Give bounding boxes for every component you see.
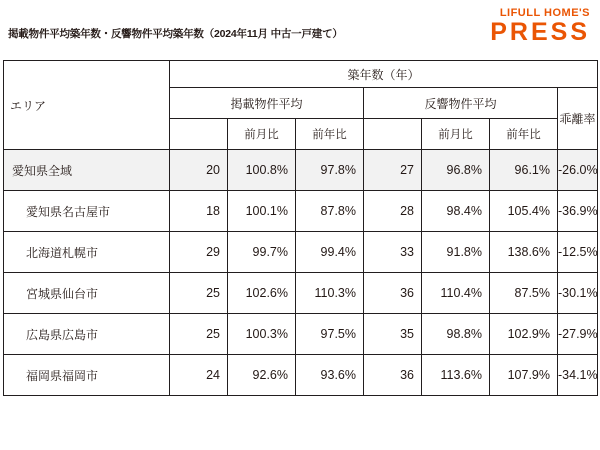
column-header-listed-yoy: 前年比 xyxy=(296,119,364,150)
table-head xyxy=(4,61,598,150)
cell-listed-yoy: 87.8% xyxy=(296,191,364,232)
cell-response-mom: 91.8% xyxy=(422,232,490,273)
column-header-response-yoy: 前年比 xyxy=(490,119,558,150)
cell-response-years: 35 xyxy=(364,314,422,355)
cell-listed-yoy: 99.4% xyxy=(296,232,364,273)
cell-response-years: 36 xyxy=(364,273,422,314)
cell-response-mom: 96.8% xyxy=(422,150,490,191)
cell-listed-years: 20 xyxy=(170,150,228,191)
column-header-divergence: 乖離率 xyxy=(558,88,598,150)
brand-logo-bottom: PRESS xyxy=(490,18,590,46)
cell-divergence: -27.9% xyxy=(558,314,598,355)
page-title: 掲載物件平均築年数・反響物件平均築年数（2024年11月 中古一戸建て） xyxy=(8,28,343,40)
cell-listed-years: 29 xyxy=(170,232,228,273)
cell-area: 福岡県福岡市 xyxy=(4,355,170,396)
cell-divergence: -26.0% xyxy=(558,150,598,191)
cell-response-years: 33 xyxy=(364,232,422,273)
cell-listed-mom: 92.6% xyxy=(228,355,296,396)
cell-listed-mom: 99.7% xyxy=(228,232,296,273)
cell-response-yoy: 138.6% xyxy=(490,232,558,273)
cell-response-yoy: 102.9% xyxy=(490,314,558,355)
cell-response-years: 36 xyxy=(364,355,422,396)
cell-area: 愛知県全域 xyxy=(4,150,170,191)
cell-listed-yoy: 93.6% xyxy=(296,355,364,396)
cell-response-years: 28 xyxy=(364,191,422,232)
cell-divergence: -12.5% xyxy=(558,232,598,273)
cell-response-mom: 110.4% xyxy=(422,273,490,314)
column-header-response-avg: 反響物件平均 xyxy=(364,88,558,119)
column-header-response-mom: 前月比 xyxy=(422,119,490,150)
cell-response-mom: 98.4% xyxy=(422,191,490,232)
column-header-area: エリア xyxy=(4,61,170,150)
column-header-years-group: 築年数（年） xyxy=(170,61,598,88)
cell-listed-years: 25 xyxy=(170,314,228,355)
cell-listed-yoy: 97.5% xyxy=(296,314,364,355)
cell-listed-mom: 100.1% xyxy=(228,191,296,232)
cell-listed-mom: 100.8% xyxy=(228,150,296,191)
table-row xyxy=(4,273,598,314)
cell-response-yoy: 87.5% xyxy=(490,273,558,314)
cell-listed-years: 24 xyxy=(170,355,228,396)
column-header-listed-avg: 掲載物件平均 xyxy=(170,88,364,119)
document-header xyxy=(0,0,600,58)
cell-response-yoy: 105.4% xyxy=(490,191,558,232)
table-row xyxy=(4,232,598,273)
cell-listed-mom: 102.6% xyxy=(228,273,296,314)
cell-divergence: -34.1% xyxy=(558,355,598,396)
cell-divergence: -36.9% xyxy=(558,191,598,232)
cell-response-mom: 98.8% xyxy=(422,314,490,355)
cell-listed-years: 25 xyxy=(170,273,228,314)
cell-response-years: 27 xyxy=(364,150,422,191)
table-row xyxy=(4,150,598,191)
table-row xyxy=(4,355,598,396)
table-row xyxy=(4,314,598,355)
cell-divergence: -30.1% xyxy=(558,273,598,314)
cell-area: 北海道札幌市 xyxy=(4,232,170,273)
column-header-listed-years-blank xyxy=(170,119,228,150)
brand-logo xyxy=(460,8,590,45)
column-header-listed-mom: 前月比 xyxy=(228,119,296,150)
data-table xyxy=(3,60,598,396)
brand-logo-top: LIFULL HOME'S xyxy=(499,7,590,19)
cell-area: 広島県広島市 xyxy=(4,314,170,355)
cell-listed-years: 18 xyxy=(170,191,228,232)
cell-listed-mom: 100.3% xyxy=(228,314,296,355)
cell-response-yoy: 96.1% xyxy=(490,150,558,191)
table-header-row-1 xyxy=(4,61,598,88)
cell-area: 宮城県仙台市 xyxy=(4,273,170,314)
cell-listed-yoy: 97.8% xyxy=(296,150,364,191)
cell-response-yoy: 107.9% xyxy=(490,355,558,396)
cell-area: 愛知県名古屋市 xyxy=(4,191,170,232)
table-row xyxy=(4,191,598,232)
cell-response-mom: 113.6% xyxy=(422,355,490,396)
table-body xyxy=(4,150,598,396)
cell-listed-yoy: 110.3% xyxy=(296,273,364,314)
column-header-response-years-blank xyxy=(364,119,422,150)
